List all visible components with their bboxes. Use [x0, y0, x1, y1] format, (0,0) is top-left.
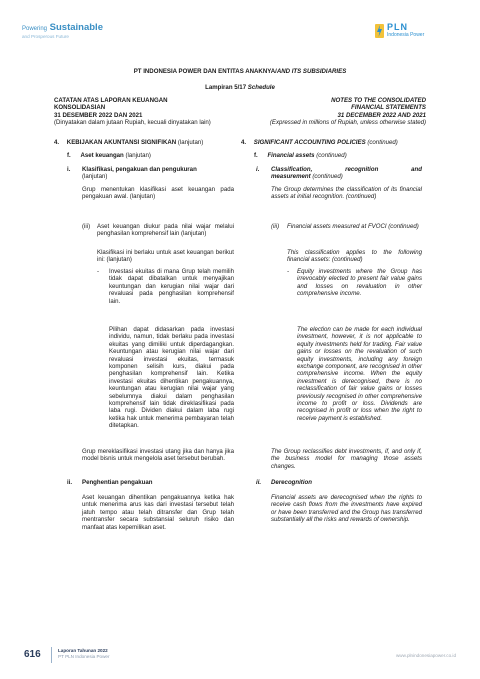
section-ii-title-right: Derecognition [271, 479, 312, 486]
classification-applies-right: This classification applies to the following financial assets: (continued) [287, 249, 422, 264]
section-f-suffix-right: (continued) [316, 152, 347, 159]
right-heading-line1: NOTES TO THE CONSOLIDATED [331, 97, 426, 104]
section-ii-title-left: Penghentian pengakuan [82, 479, 153, 486]
right-heading [230, 97, 426, 127]
section-4-num-left: 4. [54, 139, 60, 146]
footer-company: PT PLN Indonesia Power [58, 654, 110, 659]
footer-url[interactable]: www.plnindonesiapower.co.id [395, 653, 456, 658]
section-4-title-left: KEBIJAKAN AKUNTANSI SIGNIFIKAN [66, 139, 177, 146]
right-heading-line2: FINANCIAL STATEMENTS [351, 104, 426, 112]
section-f-suffix-left: (lanjutan) [125, 152, 151, 159]
section-4-num-right: 4. [241, 139, 247, 146]
section-f-num-left: f. [67, 152, 71, 159]
iii-num-left: (iii) [82, 223, 91, 230]
schedule-id: Lampiran 5/17 [205, 84, 247, 91]
brand-line1-bold: Sustainable [49, 22, 103, 33]
derecognition-left: Aset keuangan dihentikan pengakuannya ketika hak untuk menerima arus kas dari investasi tersebut telah jatuh tempo atau telah ditransfer dan Grup telah mentransfer secara substansial seluruh risiko dan manfaat atas kepemilikan aset. [82, 494, 234, 531]
iii-text-right: Financial assets measured at FVOCI (continued) [287, 223, 419, 230]
section-f-num-right: f. [254, 152, 258, 159]
section-ii-num-left: ii. [67, 479, 73, 486]
reclassify-left: Grup mereklasifikasi investasi utang jika dan hanya jika model bisnis untuk mengelola aset tersebut berubah. [82, 448, 234, 463]
bullet-dash-right: - [287, 268, 290, 275]
section-f-title-left: Aset keuangan [80, 152, 124, 159]
election-paragraph-left: Pilihan dapat didasarkan pada investasi individu, namun, tidak berlaku pada investasi ekuitas yang dimiliki untuk diperdagangkan. Keuntungan atau kerugian nilai wajar dari revaluasi investasi ekuitas, termasuk komponen selisih kurs, diakui pada penghasilan komprehensif lain. Ketika investasi ekuitas dihentikan pengakuannya, keuntungan atau kerugian nilai wajar yang sebelumnya diakui dalam penghasilan komprehensif lain tidak direklasifikasi pada laba rugi. Dividen diakui dalam laba rugi ketika hak untuk menerima pembayaran telah ditetapkan. [109, 326, 234, 430]
section-i-num-left: i. [67, 166, 71, 173]
group-classification-left: Grup menentukan klasifikasi aset keuangan pada pengakuan awal. (lanjutan) [82, 186, 234, 201]
title-id: PT INDONESIA POWER DAN ENTITAS ANAKNYA/ [133, 68, 277, 75]
election-paragraph-right: The election can be made for each individual investment, however, it is not applicable to equity investments held for trading. Fair value gains or losses on the revaluation of such equity investments, including any foreign exchange component, are recognised in other comprehensive income. When the equity investment is derecognised, there is no reclassification of fair value gains or losses previously recognised in other comprehensive income to profit or loss. Dividends are recognised in profit or loss when the right to receive payment is established. [297, 326, 422, 422]
section-i-title-right-2: measurement [271, 173, 311, 181]
section-ii-num-right: ii. [256, 479, 262, 486]
reclassify-right: The Group reclassifies debt investments, if, and only if, the business model for managing those assets changes. [271, 448, 422, 470]
bullet-text-left: Investasi ekuitas di mana Grup telah memilih tidak dapat dibatalkan untuk menyajikan keuntungan dan kerugian nilai wajar dari revaluasi pada penghasilan komprehensif lain. [109, 268, 234, 305]
section-4-suffix-right: (continued) [367, 139, 398, 146]
left-heading-line2: KONSOLIDASIAN [54, 104, 106, 112]
section-i-num-right: i. [256, 166, 260, 173]
section-i-title-left: Klasifikasi, pengakuan dan pengukuran [82, 166, 197, 173]
classification-applies-left: Klasifikasi ini berlaku untuk aset keuangan berikut ini: (lanjutan) [97, 249, 234, 264]
right-heading-line4: (Expressed in millions of Rupiah, unless otherwise stated) [269, 119, 426, 127]
schedule-label [0, 84, 480, 91]
section-i-suffix-right: (continued) [312, 173, 343, 181]
left-heading-line3: 31 DESEMBER 2022 DAN 2021 [54, 111, 143, 119]
left-heading-line4: (Dinyatakan dalam jutaan Rupiah, kecuali dinyatakan lain) [54, 119, 211, 127]
pln-logo [375, 22, 465, 42]
section-f-left [67, 152, 237, 159]
bullet-text-right: Equity investments where the Group has irrevocably elected to present fair value gains and losses on revaluation in other comprehensive income. [297, 268, 422, 298]
section-i-left [82, 166, 234, 181]
section-4-suffix-left: (lanjutan) [177, 139, 204, 146]
schedule-en: Schedule [247, 84, 275, 91]
section-4-right [241, 139, 431, 146]
footer-report [58, 648, 110, 660]
page-number: 616 [24, 649, 41, 660]
section-i-right [271, 166, 422, 181]
brand-line2: and Prosperous Future [22, 34, 69, 39]
iii-text-left: Aset keuangan diukur pada nilai wajar melalui penghasilan komprehensif lain (lanjutan) [97, 223, 234, 238]
left-heading-line1: CATATAN ATAS LAPORAN KEUANGAN [54, 97, 168, 104]
brand-line1 [22, 23, 103, 34]
group-classification-right: The Group determines the classification of its financial assets at initial recognition. (continued) [271, 186, 422, 201]
page-title [0, 68, 480, 75]
derecognition-right: Financial assets are derecognised when the rights to receive cash flows from the investments have expired or have been transferred and the Group has transferred substantially all the risks and rewards of ownership. [271, 494, 422, 524]
brand-line1-text: Powering [22, 26, 48, 32]
lightning-icon [375, 24, 384, 38]
left-heading [54, 97, 234, 127]
footer-divider [51, 647, 52, 663]
bullet-dash-left: - [97, 268, 100, 275]
title-en: AND ITS SUBSIDIARIES [276, 68, 347, 75]
iii-num-right: (iii) [271, 223, 280, 230]
section-i-suffix-left: (lanjutan) [82, 173, 108, 181]
section-i-title-right: Classification, recognition and [271, 166, 422, 173]
section-f-right [254, 152, 424, 159]
footer-report-title: Laporan Tahunan 2022 [58, 648, 108, 653]
section-f-title-right: Financial assets [267, 152, 315, 159]
brand-tagline [22, 23, 103, 40]
section-4-title-right: SIGNIFICANT ACCOUNTING POLICIES [253, 139, 366, 146]
section-4-left [54, 139, 234, 146]
right-heading-line3: 31 DECEMBER 2022 AND 2021 [337, 111, 426, 119]
logo-subtitle: Indonesia Power [387, 32, 425, 38]
logo-title: PLN [387, 22, 408, 32]
